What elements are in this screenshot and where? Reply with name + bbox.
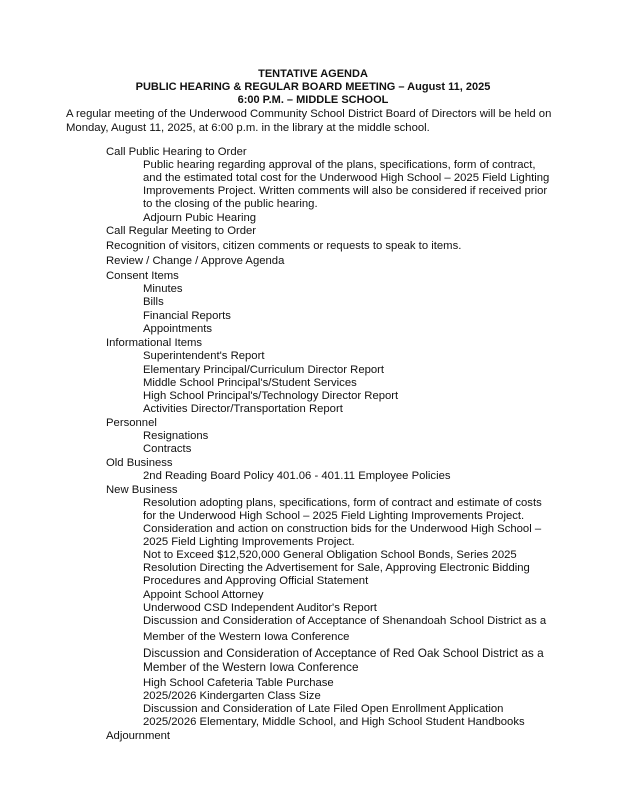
agenda-item-text: Resignations — [143, 430, 209, 442]
agenda-item-text: Informational Items — [106, 337, 203, 349]
agenda-item-text: Consent Items — [106, 270, 179, 282]
agenda-item-text: Call Public Hearing to Order — [106, 146, 247, 158]
meeting-time-location: 6:00 P.M. – MIDDLE SCHOOL — [237, 94, 389, 106]
agenda-item-text: New Business — [106, 484, 178, 496]
agenda-item-text: Resolution adopting plans, specifications, form of contract and estimate of costs — [143, 497, 542, 509]
agenda-item-text: Appointments — [143, 323, 213, 335]
agenda-item-text: Consideration and action on construction bids for the Underwood High School – — [143, 523, 542, 535]
agenda-item-text: 2025/2026 Kindergarten Class Size — [143, 690, 321, 702]
agenda-item-text: Adjournment — [106, 730, 171, 742]
agenda-item-text: Personnel — [106, 417, 157, 429]
agenda-item-text: Member of the Western Iowa Conference — [143, 660, 359, 674]
agenda-item-text: 2nd Reading Board Policy 401.06 - 401.11 Employee Policies — [143, 470, 451, 482]
agenda-item-text: Procedures and Approving Official Statement — [143, 575, 369, 587]
agenda-item-text: to the closing of the public hearing. — [143, 198, 318, 210]
agenda-item-text: Elementary Principal/Curriculum Director Report — [143, 364, 385, 376]
agenda-item-text: Review / Change / Approve Agenda — [106, 255, 285, 267]
agenda-item-text: High School Principal's/Technology Director Report — [143, 390, 399, 402]
agenda-item-text: Activities Director/Transportation Report — [143, 403, 343, 415]
agenda-item-text: Discussion and Consideration of Late Filed Open Enrollment Application — [143, 703, 504, 715]
agenda-item-text: Discussion and Consideration of Acceptance of Red Oak School District as a — [143, 646, 544, 660]
agenda-item-text: Middle School Principal's/Student Services — [143, 377, 357, 389]
agenda-item-text: Not to Exceed $12,520,000 General Obligation School Bonds, Series 2025 — [143, 549, 517, 561]
agenda-item-text: Public hearing regarding approval of the plans, specifications, form of contract, — [143, 159, 536, 171]
agenda-item-text: Financial Reports — [143, 310, 231, 322]
agenda-item-text: for the Underwood High School – 2025 Field Lighting Improvements Project. — [143, 510, 525, 522]
agenda-item-text: Improvements Project. Written comments will also be considered if received prior — [143, 185, 548, 197]
agenda-item-text: Underwood CSD Independent Auditor's Report — [143, 602, 377, 614]
agenda-item-text: Minutes — [143, 283, 183, 295]
agenda-item-text: Recognition of visitors, citizen comments or requests to speak to items. — [106, 240, 462, 252]
agenda-title: TENTATIVE AGENDA — [258, 68, 368, 80]
meeting-title: PUBLIC HEARING & REGULAR BOARD MEETING – August 11, 2025 — [135, 81, 491, 93]
agenda-item-text: Resolution Directing the Advertisement for Sale, Approving Electronic Bidding — [143, 562, 530, 574]
agenda-item-text: 2025/2026 Elementary, Middle School, and High School Student Handbooks — [143, 716, 525, 728]
agenda-item-text: Call Regular Meeting to Order — [106, 225, 257, 237]
agenda-item-text: Appoint School Attorney — [143, 589, 264, 601]
agenda-item-text: and the estimated total cost for the Underwood High School – 2025 Field Lighting — [143, 172, 550, 184]
intro-paragraph: A regular meeting of the Underwood Community School District Board of Directors will be held on Monday, August 11, 2025, at 6:00 p.m. in the library at the middle school. — [66, 108, 552, 134]
agenda-item-text: Discussion and Consideration of Acceptance of Shenandoah School District as a — [143, 615, 547, 627]
agenda-item-text: Member of the Western Iowa Conference — [143, 631, 350, 643]
agenda-item-text: High School Cafeteria Table Purchase — [143, 677, 334, 689]
agenda-item-text: Bills — [143, 296, 164, 308]
agenda-item-text: Contracts — [143, 443, 192, 455]
agenda-item-text: Old Business — [106, 457, 173, 469]
agenda-item-text: 2025 Field Lighting Improvements Project. — [143, 536, 355, 548]
agenda-item-text: Superintendent's Report — [143, 350, 265, 362]
agenda-item-text: Adjourn Pubic Hearing — [143, 212, 257, 224]
